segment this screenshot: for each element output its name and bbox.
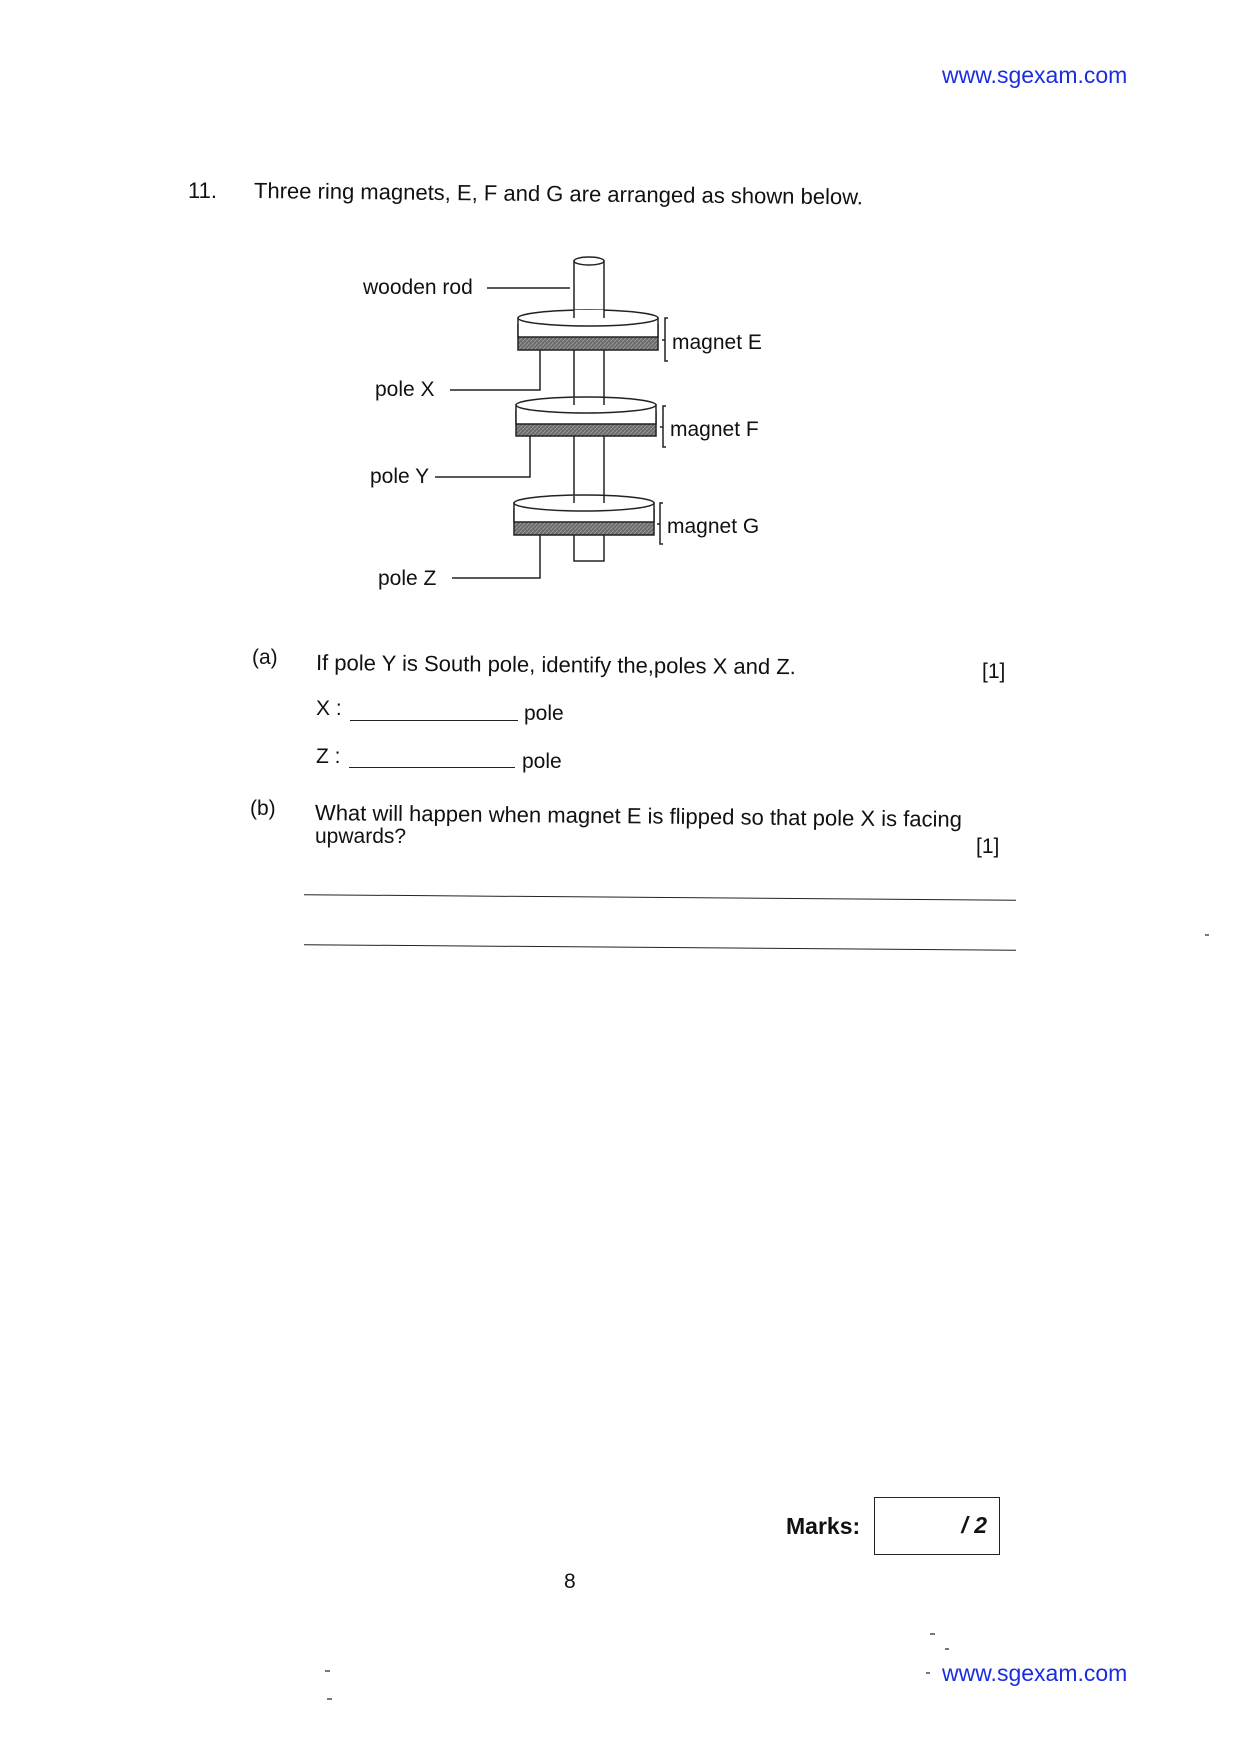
scan-speck <box>1205 934 1209 936</box>
watermark-bottom: www.sgexam.com <box>942 1660 1128 1686</box>
label-magnet-f: magnet F <box>670 418 759 441</box>
ring-magnets-diagram <box>350 238 800 608</box>
part-b-text-line1: What will happen when magnet E is flipped so that pole X is facing <box>314 800 963 832</box>
answer-z-suffix: pole <box>522 750 562 773</box>
answer-z-line[interactable] <box>349 767 515 768</box>
answer-x-prefix: X : <box>316 697 342 720</box>
page-number: 8 <box>564 1570 576 1593</box>
part-b-label: (b) <box>250 797 276 820</box>
part-b-text-line2: upwards? <box>315 825 407 848</box>
answer-x-suffix: pole <box>524 702 564 725</box>
label-wooden-rod: wooden rod <box>363 276 473 299</box>
answer-b-line-2[interactable] <box>304 944 1016 951</box>
label-magnet-e: magnet E <box>672 331 762 354</box>
part-a-label: (a) <box>252 646 278 669</box>
scan-speck <box>930 1633 935 1635</box>
part-a-text: If pole Y is South pole, identify the,poles X and Z. <box>315 650 796 680</box>
magnet-e <box>518 310 658 350</box>
label-pole-z: pole Z <box>378 567 437 590</box>
magnet-g <box>514 495 654 535</box>
leader-pole-y <box>435 436 530 477</box>
leader-pole-x <box>450 350 540 390</box>
label-pole-y: pole Y <box>370 465 430 488</box>
answer-b-line-1[interactable] <box>304 894 1016 901</box>
bracket-magnet-f <box>660 406 666 447</box>
marks-box <box>874 1497 1000 1555</box>
scan-speck <box>926 1672 930 1674</box>
scan-speck <box>945 1648 949 1650</box>
scan-speck <box>327 1698 332 1700</box>
marks-label: Marks: <box>786 1513 861 1539</box>
bracket-magnet-e <box>662 318 668 361</box>
label-pole-x: pole X <box>375 378 435 401</box>
scan-speck <box>325 1670 330 1672</box>
part-a-marks: [1] <box>982 660 1006 683</box>
question-stem: Three ring magnets, E, F and G are arranged as shown below. <box>253 178 864 210</box>
marks-value: / 2 <box>961 1512 987 1538</box>
answer-z-prefix: Z : <box>316 745 341 768</box>
leader-pole-z <box>452 535 540 578</box>
watermark-top: www.sgexam.com <box>942 62 1128 88</box>
label-magnet-g: magnet G <box>667 515 760 538</box>
part-b-marks: [1] <box>976 835 1000 858</box>
magnet-f <box>516 397 656 436</box>
bracket-magnet-g <box>657 503 663 544</box>
answer-x-line[interactable] <box>350 720 518 721</box>
question-number: 11. <box>188 178 217 203</box>
